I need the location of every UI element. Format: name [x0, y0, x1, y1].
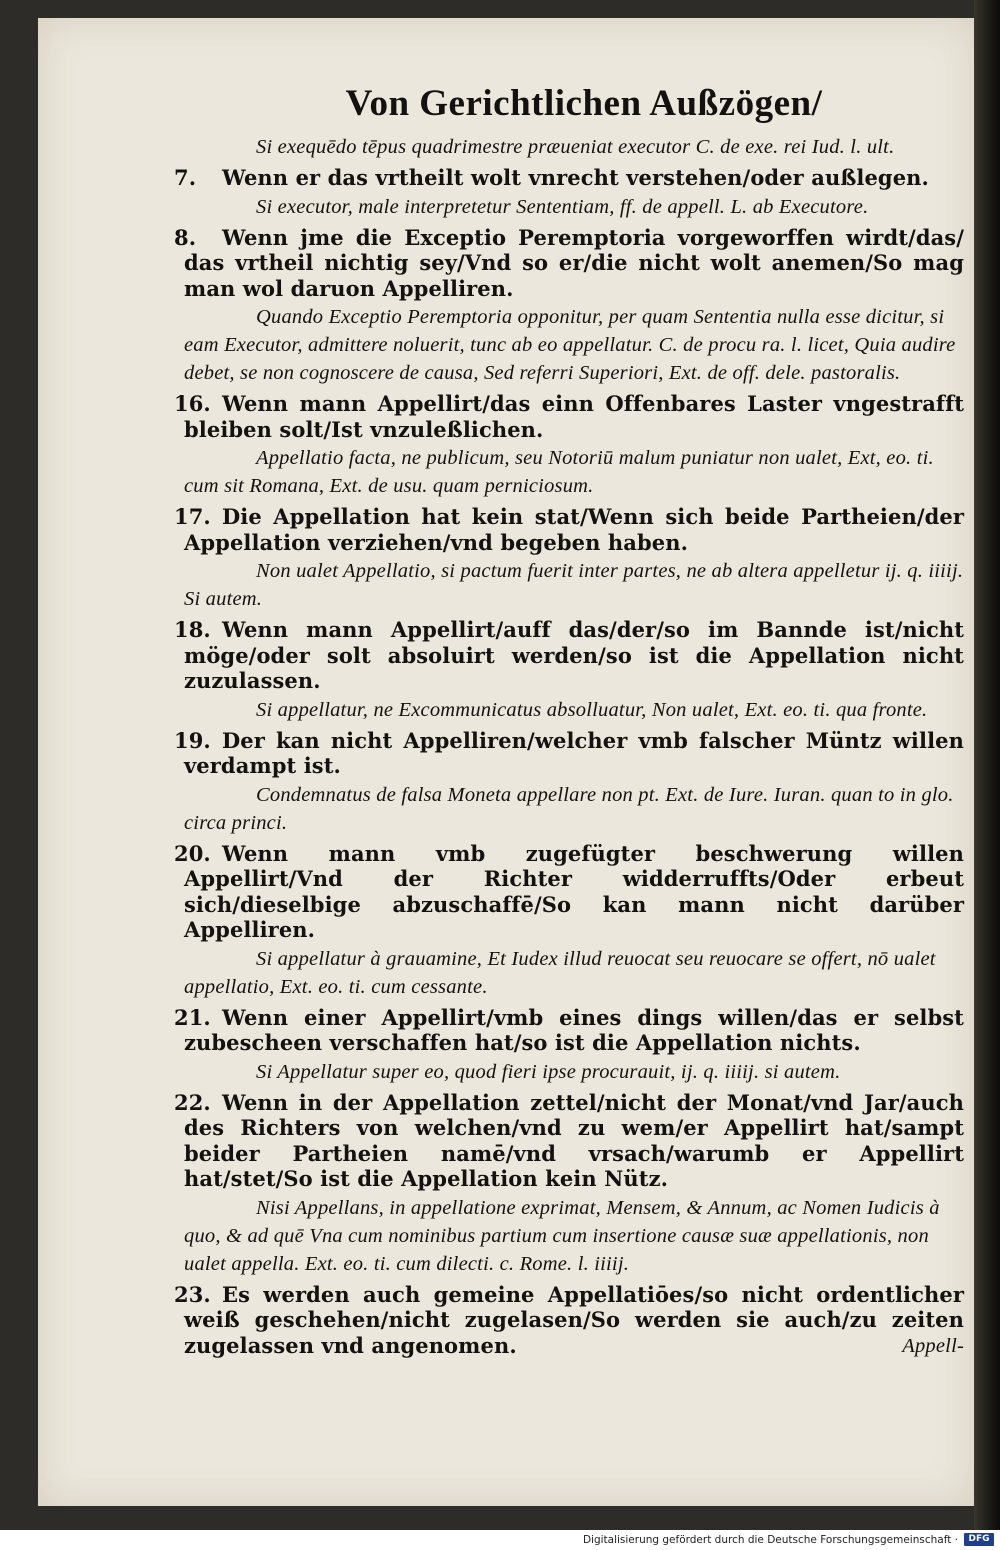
german-text: Wenn mann Appellirt/auff das/der/so im Bannde ist/nicht möge/oder solt absoluirt werden/so ist die Appellation nicht zuzulassen. — [184, 617, 964, 693]
latin-gloss: Quando Exceptio Peremptoria opponitur, per quam Sententia nulla esse dicitur, si eam Executor, admittere noluerit, tunc ab eo appellatur. C. de procu ra. l. licet, Quia audire debet, se non cognoscere de causa, Sed referri Superiori, Ext. de off. dele. pastoralis. — [184, 306, 956, 384]
german-article — [174, 1004, 964, 1056]
german-text: Wenn er das vrtheilt wolt vnrecht verstehen/oder außlegen. — [222, 165, 929, 190]
entry-18 — [174, 617, 964, 724]
article-number: 21. — [174, 1004, 211, 1030]
latin-gloss: Nisi Appellans, in appellatione exprimat, Mensem, & Annum, ac Nomen Iudicis à quo, & ad quē Vna cum nominibus partium cum insertione causæ suæ appellationis, non ualet appella. Ext. eo. ti. cum dilecti. c. Rome. l. iiiij. — [184, 1196, 940, 1275]
german-article — [174, 391, 964, 442]
latin-gloss: Si appellatur, ne Excommunicatus absolluatur, Non ualet, Ext. eo. ti. qua fronte. — [256, 698, 928, 721]
entry-19 — [174, 727, 964, 837]
german-article — [174, 727, 964, 779]
article-number: 23. — [174, 1281, 211, 1307]
german-text: Wenn mann Appellirt/das einn Offenbares Laster vngestrafft bleiben solt/Ist vnzuleßlichen. — [184, 391, 964, 442]
german-article — [174, 165, 964, 191]
latin-gloss: Si Appellatur super eo, quod fieri ipse procurauit, ij. q. iiiij. si autem. — [256, 1060, 841, 1083]
funding-notice: Digitalisierung gefördert durch die Deutsche Forschungsgemeinschaft · — [582, 1534, 958, 1546]
article-number: 8. — [174, 224, 197, 250]
entry-8 — [174, 224, 964, 388]
entry-continuation — [184, 133, 964, 161]
german-text: Die Appellation hat kein stat/Wenn sich beide Partheien/der Appellation verziehen/vnd begeben haben. — [184, 504, 964, 555]
german-article — [174, 840, 964, 943]
article-number: 7. — [174, 165, 197, 190]
entry-20 — [174, 840, 964, 1001]
german-text: Es werden auch gemeine Appellatiōes/so nicht ordentlicher weiß geschehen/nicht zugelasen/So werden sie auch/zu zeiten zugelassen vnd angenomen. — [184, 1281, 964, 1358]
page-text — [174, 60, 964, 1364]
latin-gloss: Si exequēdo tēpus quadrimestre præueniat executor C. de exe. rei Iud. l. ult. — [256, 136, 895, 158]
german-text: Wenn einer Appellirt/vmb eines dings willen/das er selbst zubescheen verschaffen hat/so ist die Appellation nichts. — [184, 1004, 964, 1055]
article-number: 18. — [174, 617, 211, 642]
latin-gloss: Non ualet Appellatio, si pactum fuerit inter partes, ne ab altera appelletur ij. q. iiiij. Si autem. — [184, 560, 964, 610]
catchword: Appell- — [902, 1335, 964, 1357]
german-text: Wenn mann vmb zugefügter beschwerung willen Appellirt/Vnd der Richter widderruffts/Oder erbeut sich/dieselbige abzuschaffē/So kan mann nicht darüber Appelliren. — [184, 840, 964, 942]
german-article — [174, 224, 964, 302]
latin-gloss: Appellatio facta, ne publicum, seu Notoriū malum puniatur non ualet, Ext, eo. ti. cum sit Romana, Ext. de usu. quam perniciosum. — [184, 447, 934, 497]
german-article — [174, 1089, 964, 1192]
german-article — [174, 504, 964, 555]
german-article — [174, 617, 964, 694]
article-number: 19. — [174, 727, 211, 753]
german-text: Wenn in der Appellation zettel/nicht der Monat/vnd Jar/auch des Richters von welchen/vnd zu wem/er Appellirt hat/sampt beider Partheien namē/vnd vrsach/warumb er Appellirt hat/stet/So ist die Appellation kein Nütz. — [184, 1089, 964, 1191]
article-number: 17. — [174, 504, 211, 529]
german-text: Wenn jme die Exceptio Peremptoria vorgeworffen wirdt/das/ das vrtheil nichtig sey/Vnd so er/die nicht wolt anemen/So mag man wol daruon Appelliren. — [184, 224, 964, 301]
entry-16 — [174, 391, 964, 500]
entry-17 — [174, 504, 964, 613]
latin-gloss: Si appellatur à grauamine, Et Iudex illud reuocat seu reuocare se offert, nō ualet appellatio, Ext. eo. ti. cum cessante. — [184, 947, 936, 998]
entry-7 — [174, 165, 964, 221]
running-heading: Von Gerichtlichen Außzögen/ — [345, 83, 823, 124]
entry-22 — [174, 1089, 964, 1278]
latin-gloss: Si executor, male interpretetur Sententiam, ff. de appell. L. ab Executore. — [256, 195, 869, 218]
article-number: 22. — [174, 1089, 211, 1115]
entry-21 — [174, 1004, 964, 1086]
entry-23 — [174, 1281, 964, 1361]
dfg-logo: DFG — [964, 1533, 994, 1546]
latin-gloss: Condemnatus de falsa Moneta appellare non pt. Ext. de Iure. Iuran. quan to in glo. circa princi. — [184, 783, 954, 834]
german-text: Der kan nicht Appelliren/welcher vmb falscher Müntz willen verdampt ist. — [184, 727, 964, 778]
article-number: 20. — [174, 840, 211, 866]
article-number: 16. — [174, 391, 211, 416]
book-binding — [974, 0, 1000, 1530]
